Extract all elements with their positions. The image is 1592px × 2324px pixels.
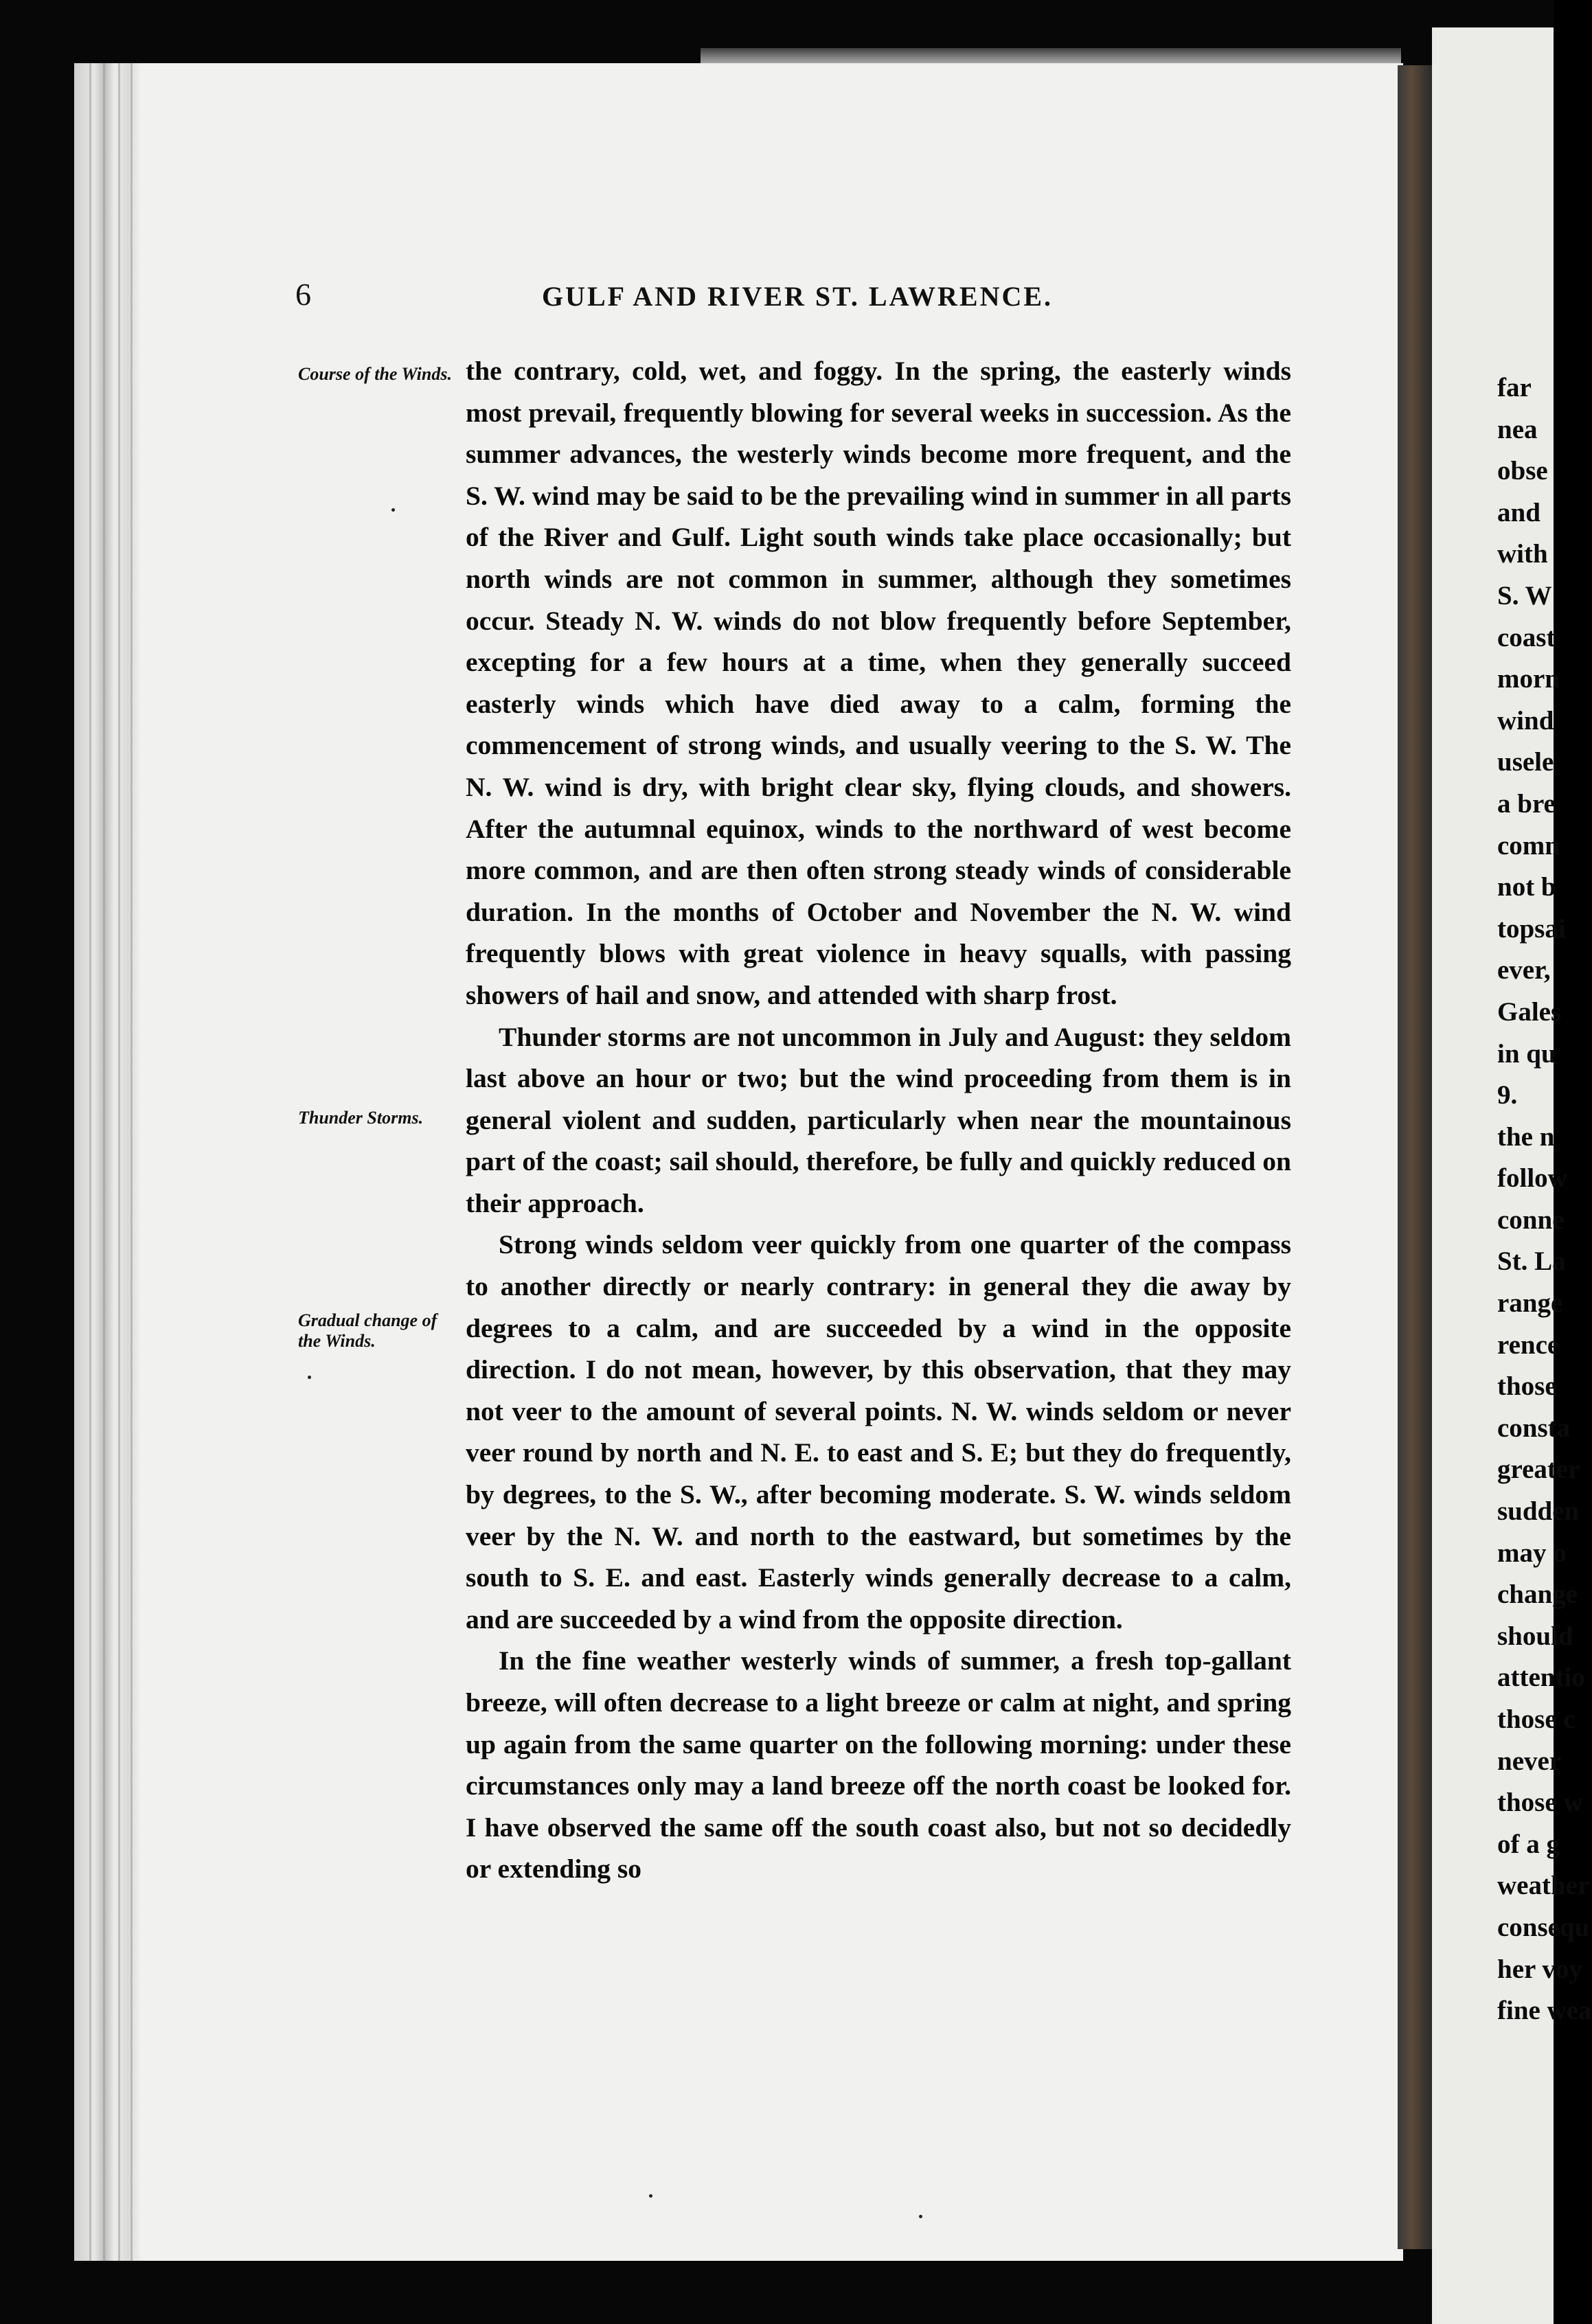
facing-page-line: consequ	[1497, 1912, 1590, 1942]
facing-page-line: far	[1497, 373, 1532, 402]
running-title: GULF AND RIVER ST. LAWRENCE.	[541, 281, 1054, 312]
facing-page-line: in qu	[1497, 1038, 1556, 1069]
paragraph-course-of-winds: the contrary, cold, wet, and foggy. In the spring, the easterly winds most prevail, frequently blowing for several weeks in succession. As the summer advances, the westerly winds become more frequent, and the S. W. wind may be said to be the prevailing wind in summer in all parts of the River and Gulf. Light south winds take place occasionally; but north winds are not common in summer, although they sometimes occur. Steady N. W. winds do not blow frequently before September, excepting for a few hours at a time, when they generally succeed easterly winds which have died away to a calm, forming the commencement of strong winds, and usually veering to the S. W. The N. W. wind is dry, with bright clear sky, flying clouds, and showers. After the autumnal equinox, winds to the northward of west become more common, and are then often strong steady winds of considerable duration. In the months of October and November the N. W. wind frequently blows with great violence in heavy squalls, with passing showers of hail and snow, and attended with sharp frost.	[466, 356, 1291, 1010]
ink-speck	[308, 1376, 311, 1379]
facing-page-line: change	[1497, 1580, 1578, 1610]
facing-page-line: Gales	[1497, 996, 1562, 1027]
facing-page-line: comn	[1497, 830, 1560, 861]
facing-page-line: topsai	[1497, 913, 1566, 944]
paragraph-gradual-change: Strong winds seldom veer quickly from one quarter of the compass to another directly or nearly contrary: in general they die away by degrees to a calm, and are succeeded by a wind in the opposite direction. I do not mean, however, by this observation, that they may not veer to the amount of several points. N. W. winds seldom or never veer round by north and N. E. to east and S. E; but they do frequently, by degrees, to the S. W., after becoming moderate. S. W. winds seldom veer by the N. W. and north to the eastward, but sometimes by the south to S. E. and east. Easterly winds generally decrease to a calm, and are succeeded by a wind from the opposite direction.	[466, 1229, 1291, 1634]
page-top-shadow	[701, 48, 1401, 65]
facing-page-line: a bre	[1497, 788, 1556, 819]
facing-page-line: of a g	[1497, 1829, 1560, 1859]
facing-page-line: attentio	[1497, 1663, 1585, 1693]
ink-speck	[391, 508, 395, 512]
facing-page-line: those	[1497, 1371, 1557, 1402]
body-text	[466, 350, 1291, 1890]
facing-page-line: S. W	[1497, 580, 1552, 611]
ink-speck	[649, 2194, 652, 2198]
facing-page-line: sudden	[1497, 1496, 1580, 1527]
facing-page-text	[1497, 367, 1592, 2032]
marginal-note-thunder-storms: Thunder Storms.	[298, 1108, 424, 1128]
page-number: 6	[295, 277, 311, 312]
facing-page-line: greater	[1497, 1455, 1580, 1485]
facing-page-line: with	[1497, 539, 1548, 569]
facing-page-line: those c	[1497, 1705, 1576, 1734]
facing-page-line: never	[1497, 1746, 1562, 1776]
facing-page-line: rence	[1497, 1330, 1560, 1360]
ink-speck	[919, 2215, 922, 2218]
gutter-line	[103, 63, 105, 2261]
facing-page-line: weather	[1497, 1871, 1590, 1901]
facing-page-line: the n	[1497, 1121, 1555, 1152]
facing-page-line: should	[1497, 1621, 1573, 1651]
facing-page-line: her voy	[1497, 1954, 1582, 1984]
facing-page-line: fine wea	[1497, 1996, 1592, 2026]
facing-page-line: nea	[1497, 414, 1538, 444]
paragraph-thunder-storms: Thunder storms are not uncommon in July and August: they seldom last above an hour or two; but the wind proceeding from them is in general violent and sudden, particularly when near the mountainous part of the coast; sail should, therefore, be fully and quickly reduced on their approach.	[466, 1021, 1291, 1218]
marginal-note-gradual-change: Gradual change of the Winds.	[298, 1310, 437, 1351]
facing-page-line: not b	[1497, 872, 1556, 902]
facing-page-line: St. La	[1497, 1246, 1566, 1277]
facing-page-line: wind	[1497, 705, 1554, 736]
facing-page-line: conne	[1497, 1205, 1565, 1235]
facing-page-line: follow	[1497, 1163, 1567, 1194]
facing-page-line: ever,	[1497, 955, 1551, 986]
facing-page-line: obse	[1497, 456, 1548, 486]
facing-page-line: coast	[1497, 622, 1556, 652]
marginal-note-course-of-winds: Course of the Winds.	[298, 364, 452, 384]
paragraph-fine-weather: In the fine weather westerly winds of summer, a fresh top-gallant breeze, will often decrease to a light breeze or calm at night, and spring up again from the same quarter on the following morning: under these circumstances only may a land breeze off the north coast be looked for. I have observed the same off the south coast also, but not so decidedly or extending so	[466, 1645, 1291, 1884]
facing-page-line: may o	[1497, 1538, 1567, 1568]
facing-page-line: and	[1497, 497, 1540, 527]
facing-page-line: range	[1497, 1288, 1563, 1319]
gutter-line	[118, 63, 120, 2261]
facing-page-line: morn	[1497, 664, 1560, 694]
facing-page-line: consta	[1497, 1413, 1571, 1443]
facing-page-line: 9.	[1497, 1080, 1518, 1110]
facing-page-line: those w	[1497, 1788, 1583, 1818]
gutter-line	[130, 63, 133, 2261]
gutter-line	[89, 63, 91, 2261]
facing-page-line: usele	[1497, 747, 1554, 777]
page-edge-shadow	[1398, 65, 1432, 2249]
